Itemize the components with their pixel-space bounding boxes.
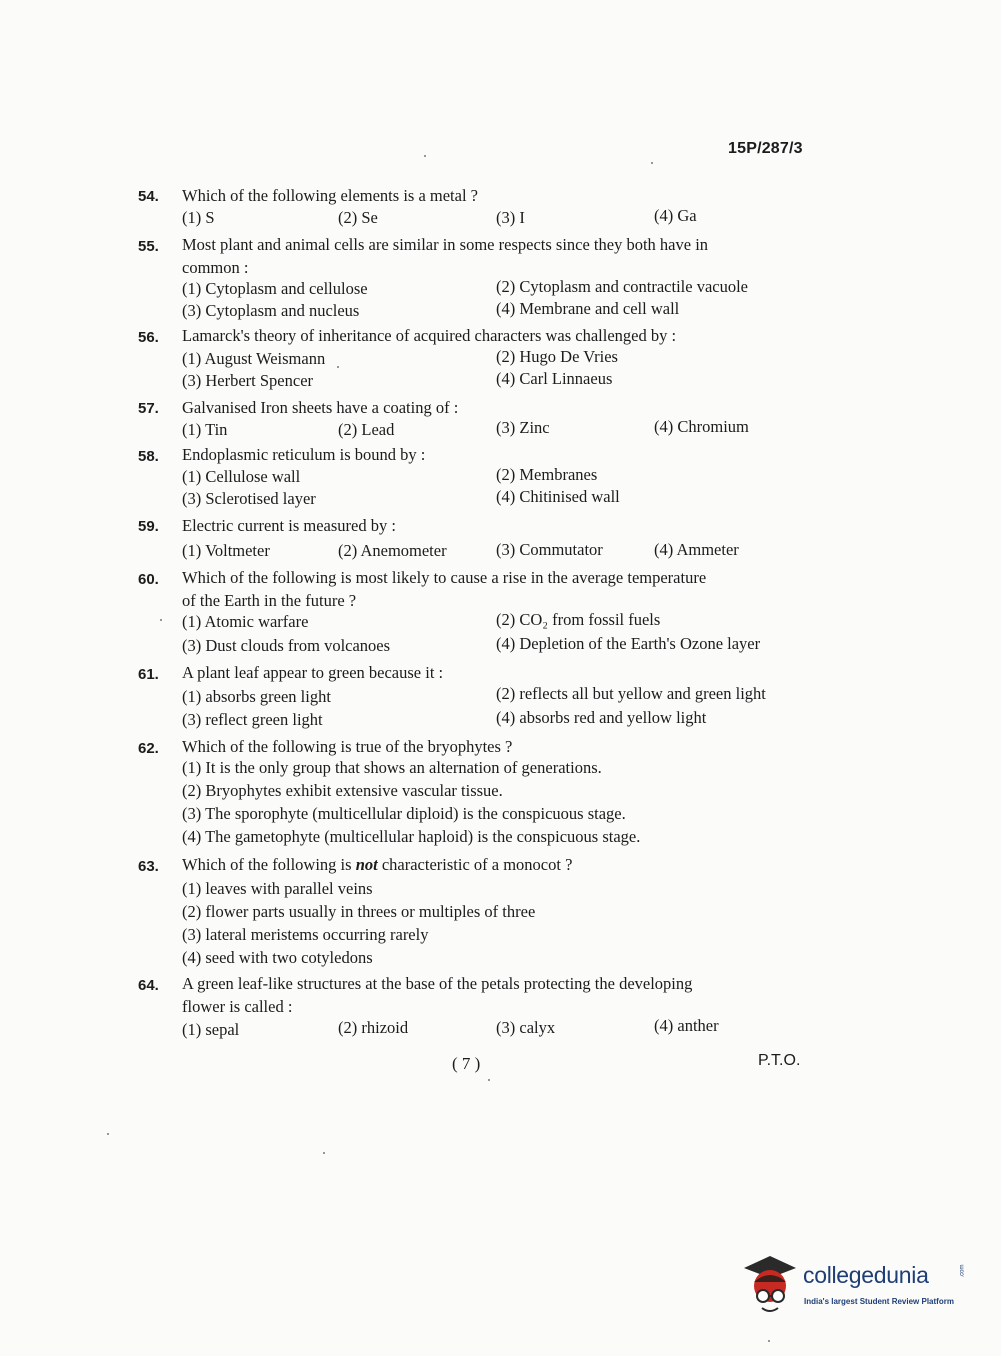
question-number: 57. xyxy=(138,400,159,417)
question-number: 60. xyxy=(138,571,159,588)
option: (4) seed with two cotyledons xyxy=(182,948,373,967)
question-number: 58. xyxy=(138,448,159,465)
question-text: Which of the following elements is a metal ? xyxy=(182,186,478,205)
option: (3) The sporophyte (multicellular diploid) is the conspicuous stage. xyxy=(182,804,626,823)
question-text: of the Earth in the future ? xyxy=(182,591,357,610)
question-text: A plant leaf appear to green because it : xyxy=(182,663,444,682)
option: (2) reflects all but yellow and green light xyxy=(496,684,766,703)
question-number: 63. xyxy=(138,858,159,875)
option: (4) The gametophyte (multicellular haploid) is the conspicuous stage. xyxy=(182,827,641,846)
scan-speck xyxy=(323,1152,325,1154)
option: (2) CO₂ from fossil fuels xyxy=(496,610,661,629)
option: (2) flower parts usually in threes or multiples of three xyxy=(182,902,536,921)
scan-speck xyxy=(424,155,426,157)
option: (2) Anemometer xyxy=(338,541,447,560)
option: (2) Hugo De Vries xyxy=(496,347,618,366)
question-number: 61. xyxy=(138,666,159,683)
option: (4) Membrane and cell wall xyxy=(496,299,680,318)
question-text: Galvanised Iron sheets have a coating of : xyxy=(182,398,459,417)
option: (3) Dust clouds from volcanoes xyxy=(182,636,391,655)
option: (1) Cellulose wall xyxy=(182,467,301,486)
option: (2) Bryophytes exhibit extensive vascular tissue. xyxy=(182,781,503,800)
option: (3) reflect green light xyxy=(182,710,323,729)
option: (1) Voltmeter xyxy=(182,541,270,560)
question-text: Which of the following is true of the bryophytes ? xyxy=(182,737,513,756)
paper-code: 15P/287/3 xyxy=(728,140,803,157)
question-number: 56. xyxy=(138,329,159,346)
option: (2) Lead xyxy=(338,420,395,439)
option: (4) Depletion of the Earth's Ozone layer xyxy=(496,634,761,653)
question-text: A green leaf-like structures at the base of the petals protecting the developing xyxy=(182,974,693,993)
option: (3) I xyxy=(496,208,525,227)
watermark-tagline: India's largest Student Review Platform xyxy=(804,1297,954,1306)
option: (1) August Weismann xyxy=(182,349,326,368)
option: (2) rhizoid xyxy=(338,1018,409,1037)
option: (4) Chromium xyxy=(654,417,749,436)
option: (4) Ga xyxy=(654,206,697,225)
question-text: Which of the following is not characteristic of a monocot ? xyxy=(182,855,573,874)
option: (4) Carl Linnaeus xyxy=(496,369,613,388)
question-number: 55. xyxy=(138,238,159,255)
option: (2) Membranes xyxy=(496,465,598,484)
option: (1) sepal xyxy=(182,1020,240,1039)
option: (4) anther xyxy=(654,1016,719,1035)
scan-speck xyxy=(651,162,653,164)
option: (3) Commutator xyxy=(496,540,603,559)
option: (3) Herbert Spencer xyxy=(182,371,314,390)
option: (4) Ammeter xyxy=(654,540,739,559)
question-number: 59. xyxy=(138,518,159,535)
option: (1) absorbs green light xyxy=(182,687,331,706)
question-number: 64. xyxy=(138,977,159,994)
question-text: Most plant and animal cells are similar in some respects since they both have in xyxy=(182,235,709,254)
watermark-brand: collegedunia xyxy=(803,1262,929,1288)
option: (3) Cytoplasm and nucleus xyxy=(182,301,360,320)
option: (1) leaves with parallel veins xyxy=(182,879,373,898)
question-text: common : xyxy=(182,258,249,277)
option: (3) lateral meristems occurring rarely xyxy=(182,925,429,944)
scan-speck xyxy=(768,1340,770,1342)
question-text: Which of the following is most likely to cause a rise in the average temperature xyxy=(182,568,707,587)
scan-speck xyxy=(488,1079,490,1081)
pto-label: P.T.O. xyxy=(758,1052,801,1069)
question-text: Electric current is measured by : xyxy=(182,516,396,535)
option: (1) S xyxy=(182,208,215,227)
option: (2) Se xyxy=(338,208,378,227)
emphasis-not: not xyxy=(355,855,378,874)
scan-speck xyxy=(160,619,162,621)
option: (1) It is the only group that shows an alternation of generations. xyxy=(182,758,602,777)
option: (4) absorbs red and yellow light xyxy=(496,708,707,727)
option: (2) Cytoplasm and contractile vacuole xyxy=(496,277,748,296)
option: (3) Zinc xyxy=(496,418,550,437)
scan-speck xyxy=(337,366,339,368)
watermark-tld: .com xyxy=(959,1264,966,1278)
question-number: 62. xyxy=(138,740,159,757)
option: (1) Cytoplasm and cellulose xyxy=(182,279,368,298)
question-number: 54. xyxy=(138,188,159,205)
option: (4) Chitinised wall xyxy=(496,487,620,506)
question-text: flower is called : xyxy=(182,997,293,1016)
option: (1) Atomic warfare xyxy=(182,612,309,631)
option: (1) Tin xyxy=(182,420,228,439)
page-number: ( 7 ) xyxy=(452,1054,481,1073)
option: (3) calyx xyxy=(496,1018,556,1037)
scan-speck xyxy=(107,1133,109,1135)
question-text: Lamarck's theory of inheritance of acquired characters was challenged by : xyxy=(182,326,677,345)
question-text: Endoplasmic reticulum is bound by : xyxy=(182,445,426,464)
option: (3) Sclerotised layer xyxy=(182,489,316,508)
